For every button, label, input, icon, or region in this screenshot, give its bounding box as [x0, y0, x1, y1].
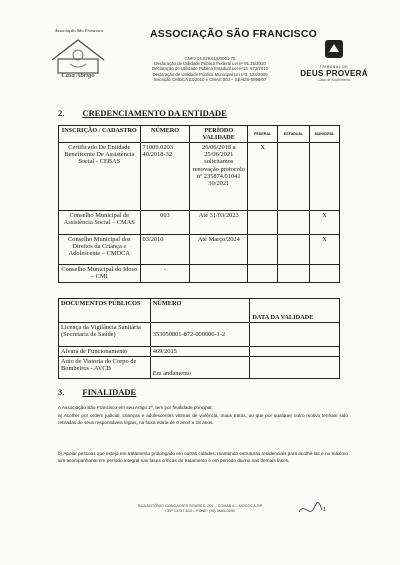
cell-numero: 003 [140, 211, 190, 235]
cell-validade [250, 323, 340, 347]
paragraph-a: a) Acolher por ordem judicial, crianças e adolescentes vítimas de violência, maus tratos, ou que por qualquer outro motivo tenham sido retiradas de seus responsáveis legais, na faixa etária de 0 anos a 18 anos. [58, 413, 348, 426]
cell-inscricao: Certificado De Entidade Beneficente De Assistência Social - CEBAS [59, 143, 141, 211]
logo-left-sub: Casa Abrigo [61, 72, 95, 79]
organization-title: ASSOCIAÇÃO SÃO FRANCISCO [150, 28, 317, 40]
table-row [59, 235, 340, 265]
cell-federal [248, 211, 278, 235]
paragraph-intro: A Associação São Francisco em seu Artigo 2º, tem por finalidade principal: [58, 405, 213, 410]
col-header: MUNICIPAL [310, 126, 340, 143]
table-row [59, 347, 340, 357]
table-row [59, 265, 340, 283]
footer-line: CEP 13737-610 – FONE: (19) 3665-0490 [165, 509, 235, 513]
cell-federal: X [248, 143, 278, 211]
table-row [59, 357, 340, 379]
col-header: DATA DA VALIDADE [250, 299, 340, 323]
col-header: ESTADUAL [278, 126, 310, 143]
cell-estadual [278, 235, 310, 265]
association-logo [38, 30, 118, 82]
paragraph-b: b) Apoiar pessoas que esteja em tratamento prolongado em outras cidades, mantendo estruturas residenciais para acolhê-las e no máximo sim acompanhante em período integral nas fases críticas do tratamento e em período diurno nas demais fases. [58, 451, 348, 464]
cell-inscricao: Conselho Municipal dos Direitos da Criança e Adolescente – CMDCA [59, 235, 141, 265]
cell-documento: Licença da Vigilância Sanitária (Secretaria de Saúde) [59, 323, 151, 347]
table-row [59, 211, 340, 235]
cell-documento: Auto de Vistoria do Corpo de Bombeiros - AVCB [59, 357, 151, 379]
declaration-line: Declaração de Utilidade Pública Municipal Lei nº3. 133/2000 [152, 71, 268, 77]
table-row [59, 143, 340, 211]
cell-validade [250, 357, 340, 379]
cell-municipal: X [310, 235, 340, 265]
footer-address [95, 504, 305, 514]
col-header: INSCRIÇÃO / CADASTRO [59, 126, 141, 143]
cell-numero: 469/2015 [150, 347, 250, 357]
cell-numero: 71000.0203 40/2018-32 [140, 143, 190, 211]
section-title: CREDENCIAMENTO DA ENTIDADE [82, 108, 227, 118]
declaration-line: CNPJ 04.029.515/0001-75 [184, 56, 236, 61]
col-header: DOCUMENTOS PÚBLICOS [59, 299, 151, 323]
cell-periodo: 26/06/2018 a 25/06/2021 solicitamos renovação protocolo nº 235874.01041 30/2021 [190, 143, 248, 211]
cell-federal [248, 235, 278, 265]
cell-periodo [190, 265, 248, 283]
cell-documento: Alvará de Funcionamento [59, 347, 151, 357]
logo-right-sub: Casa de Acolhimento [317, 78, 351, 82]
table-row [59, 323, 340, 347]
logo-left-text: Associação São Francisco [54, 28, 104, 33]
col-header: NÚMERO [150, 299, 250, 323]
page-number: 1 [323, 507, 327, 513]
cell-inscricao: Conselho Municipal de Assistência Social – CMAS [59, 211, 141, 235]
declaration-line: Declaração de Utilidade Pública Estadual Lei nº13. 973/2010 [152, 66, 268, 72]
cell-numero: 353050801-872-000006-1-2 [150, 323, 250, 347]
deus-provera-logo [296, 38, 372, 88]
cell-periodo: Até Março/2024 [190, 235, 248, 265]
cell-numero: 03/2010 [140, 235, 190, 265]
cell-federal [248, 265, 278, 283]
declaration-line: Inscrição CMDCA 03/2010 e CMAS 003 – SEADS-5998/07 [153, 76, 267, 82]
col-header: PERÍODO VALIDADE [190, 126, 248, 143]
cell-estadual [278, 265, 310, 283]
col-header: NÚMERO [140, 126, 190, 143]
logo-right-top: TRIBUNAL DE [319, 65, 349, 69]
cell-estadual [278, 143, 310, 211]
table-header-row [59, 126, 340, 143]
table-header-row [59, 299, 340, 323]
section-title: FINALIDADE [82, 387, 137, 397]
signature-icon [296, 500, 327, 520]
section-2-heading [58, 108, 227, 118]
section-number: 3. [58, 387, 65, 397]
section-number: 2. [58, 108, 65, 118]
cell-estadual [278, 211, 310, 235]
cell-municipal: X [310, 211, 340, 235]
emblem-icon [323, 38, 345, 60]
cell-validade [250, 347, 340, 357]
footer-line: RUA ANTÔNIO GONÇALVES SOARES, 201 – COHAB II – MOCOCA-SP [137, 504, 263, 508]
section-3-heading [58, 387, 136, 397]
col-header: FEDERAL [248, 126, 278, 143]
public-documents-table [58, 298, 340, 379]
credentials-table [58, 125, 340, 283]
cell-numero: Em andamento [150, 357, 250, 379]
cell-municipal [310, 265, 340, 283]
logo-right-main: DEUS PROVERÁ [300, 69, 368, 78]
cell-numero: - [140, 265, 190, 283]
cell-municipal [310, 143, 340, 211]
cell-periodo: Até 31/03/2023 [190, 211, 248, 235]
cell-inscricao: Conselho Municipal do Idoso – CMI [59, 265, 141, 283]
declaration-line: Declaração de Utilidade Pública Federal Lei nº 91.35/2010 [154, 61, 266, 67]
declarations-block [120, 56, 300, 82]
